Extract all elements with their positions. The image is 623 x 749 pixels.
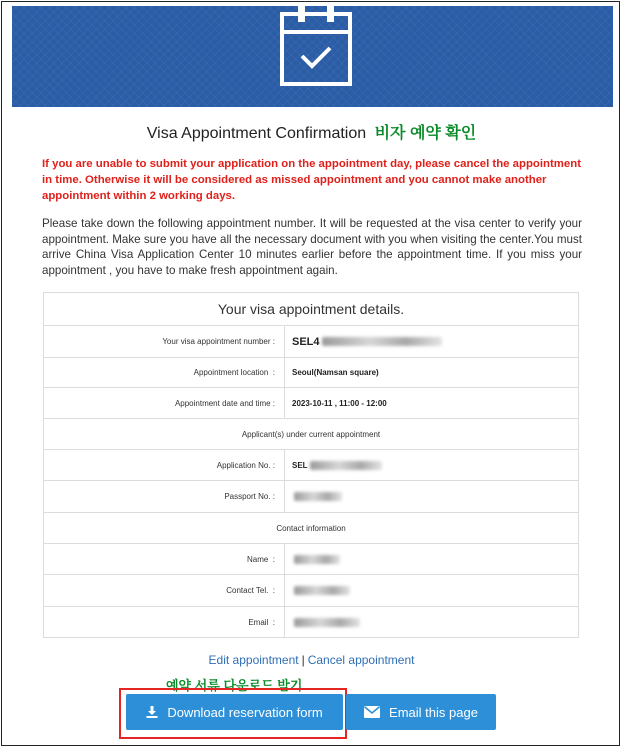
email-cell bbox=[292, 607, 578, 637]
tel-cell bbox=[292, 575, 578, 606]
details-heading: Your visa appointment details. bbox=[217, 301, 405, 317]
email-page-button[interactable] bbox=[346, 694, 496, 730]
download-icon bbox=[146, 706, 158, 718]
title-annotation: 비자 예약 확인 bbox=[374, 125, 477, 142]
download-button-label: Download reservation form bbox=[167, 704, 323, 720]
tel-row bbox=[44, 574, 578, 606]
application-no-label: Application No. : bbox=[44, 450, 285, 480]
datetime-value: 2023-10-11 , 11:00 - 12:00 bbox=[292, 398, 387, 408]
passport-no-label: Passport No. : bbox=[44, 481, 285, 512]
application-no-value: SEL bbox=[292, 460, 308, 470]
header-banner bbox=[12, 6, 613, 107]
title-row bbox=[2, 120, 620, 143]
email-button-label: Email this page bbox=[389, 704, 478, 720]
contact-section-row bbox=[44, 512, 578, 543]
applicants-section-row bbox=[44, 418, 578, 449]
redacted-tel bbox=[294, 586, 350, 595]
contact-section-heading: Contact information bbox=[276, 523, 346, 533]
application-no-row bbox=[44, 449, 578, 480]
name-cell bbox=[292, 544, 578, 574]
page-title: Visa Appointment Confirmation bbox=[146, 125, 367, 142]
cancellation-warning: If you are unable to submit your application on the appointment day, please cancel the appointment in time. Otherwise it will be considered as missed appointment and you cannot make another appointment within 2 working days. bbox=[42, 158, 582, 202]
redacted-name bbox=[294, 555, 340, 564]
download-annotation: 예약 서류 다운로드 받기 bbox=[166, 678, 303, 693]
appointment-number-row bbox=[44, 325, 578, 357]
application-no-cell bbox=[292, 450, 578, 480]
redacted-email bbox=[294, 618, 360, 627]
details-heading-row bbox=[44, 293, 578, 325]
datetime-row bbox=[44, 387, 578, 418]
datetime-label: Appointment date and time : bbox=[44, 388, 285, 418]
appointment-number-label: Your visa appointment number : bbox=[44, 326, 285, 357]
redacted-passport-no bbox=[294, 492, 342, 501]
envelope-icon bbox=[364, 706, 380, 718]
passport-no-row bbox=[44, 480, 578, 512]
location-row bbox=[44, 357, 578, 387]
page-frame bbox=[1, 1, 620, 746]
appointment-details-table bbox=[43, 292, 579, 638]
location-label: Appointment location : bbox=[44, 358, 285, 387]
appointment-links bbox=[2, 653, 620, 667]
email-label: Email : bbox=[44, 607, 285, 637]
appointment-number-value: SEL4 bbox=[292, 335, 320, 348]
applicants-section-heading: Applicant(s) under current appointment bbox=[241, 429, 381, 439]
download-reservation-form-button[interactable] bbox=[126, 694, 343, 730]
instructions-text: Please take down the following appointment number. It will be requested at the visa center to verify your appointment. Make sure you have all the necessary document with you when visiting the center.You must arrive China Visa Application Center 10 minutes earlier before the appointment time. If you miss your appointment , you have to make fresh appointment again. bbox=[42, 217, 582, 277]
passport-no-cell bbox=[292, 481, 578, 512]
edit-appointment-link[interactable]: Edit appointment bbox=[208, 653, 299, 667]
email-row bbox=[44, 606, 578, 637]
name-label: Name : bbox=[44, 544, 285, 574]
tel-label: Contact Tel. : bbox=[44, 575, 285, 606]
calendar-check-icon bbox=[270, 6, 362, 88]
location-value: Seoul(Namsan square) bbox=[292, 368, 379, 377]
name-row bbox=[44, 543, 578, 574]
appointment-number-cell bbox=[292, 326, 578, 357]
redacted-application-no bbox=[310, 461, 382, 470]
redacted-appointment-number bbox=[322, 337, 442, 346]
links-separator: | bbox=[301, 653, 305, 667]
cancel-appointment-link[interactable]: Cancel appointment bbox=[307, 653, 415, 667]
